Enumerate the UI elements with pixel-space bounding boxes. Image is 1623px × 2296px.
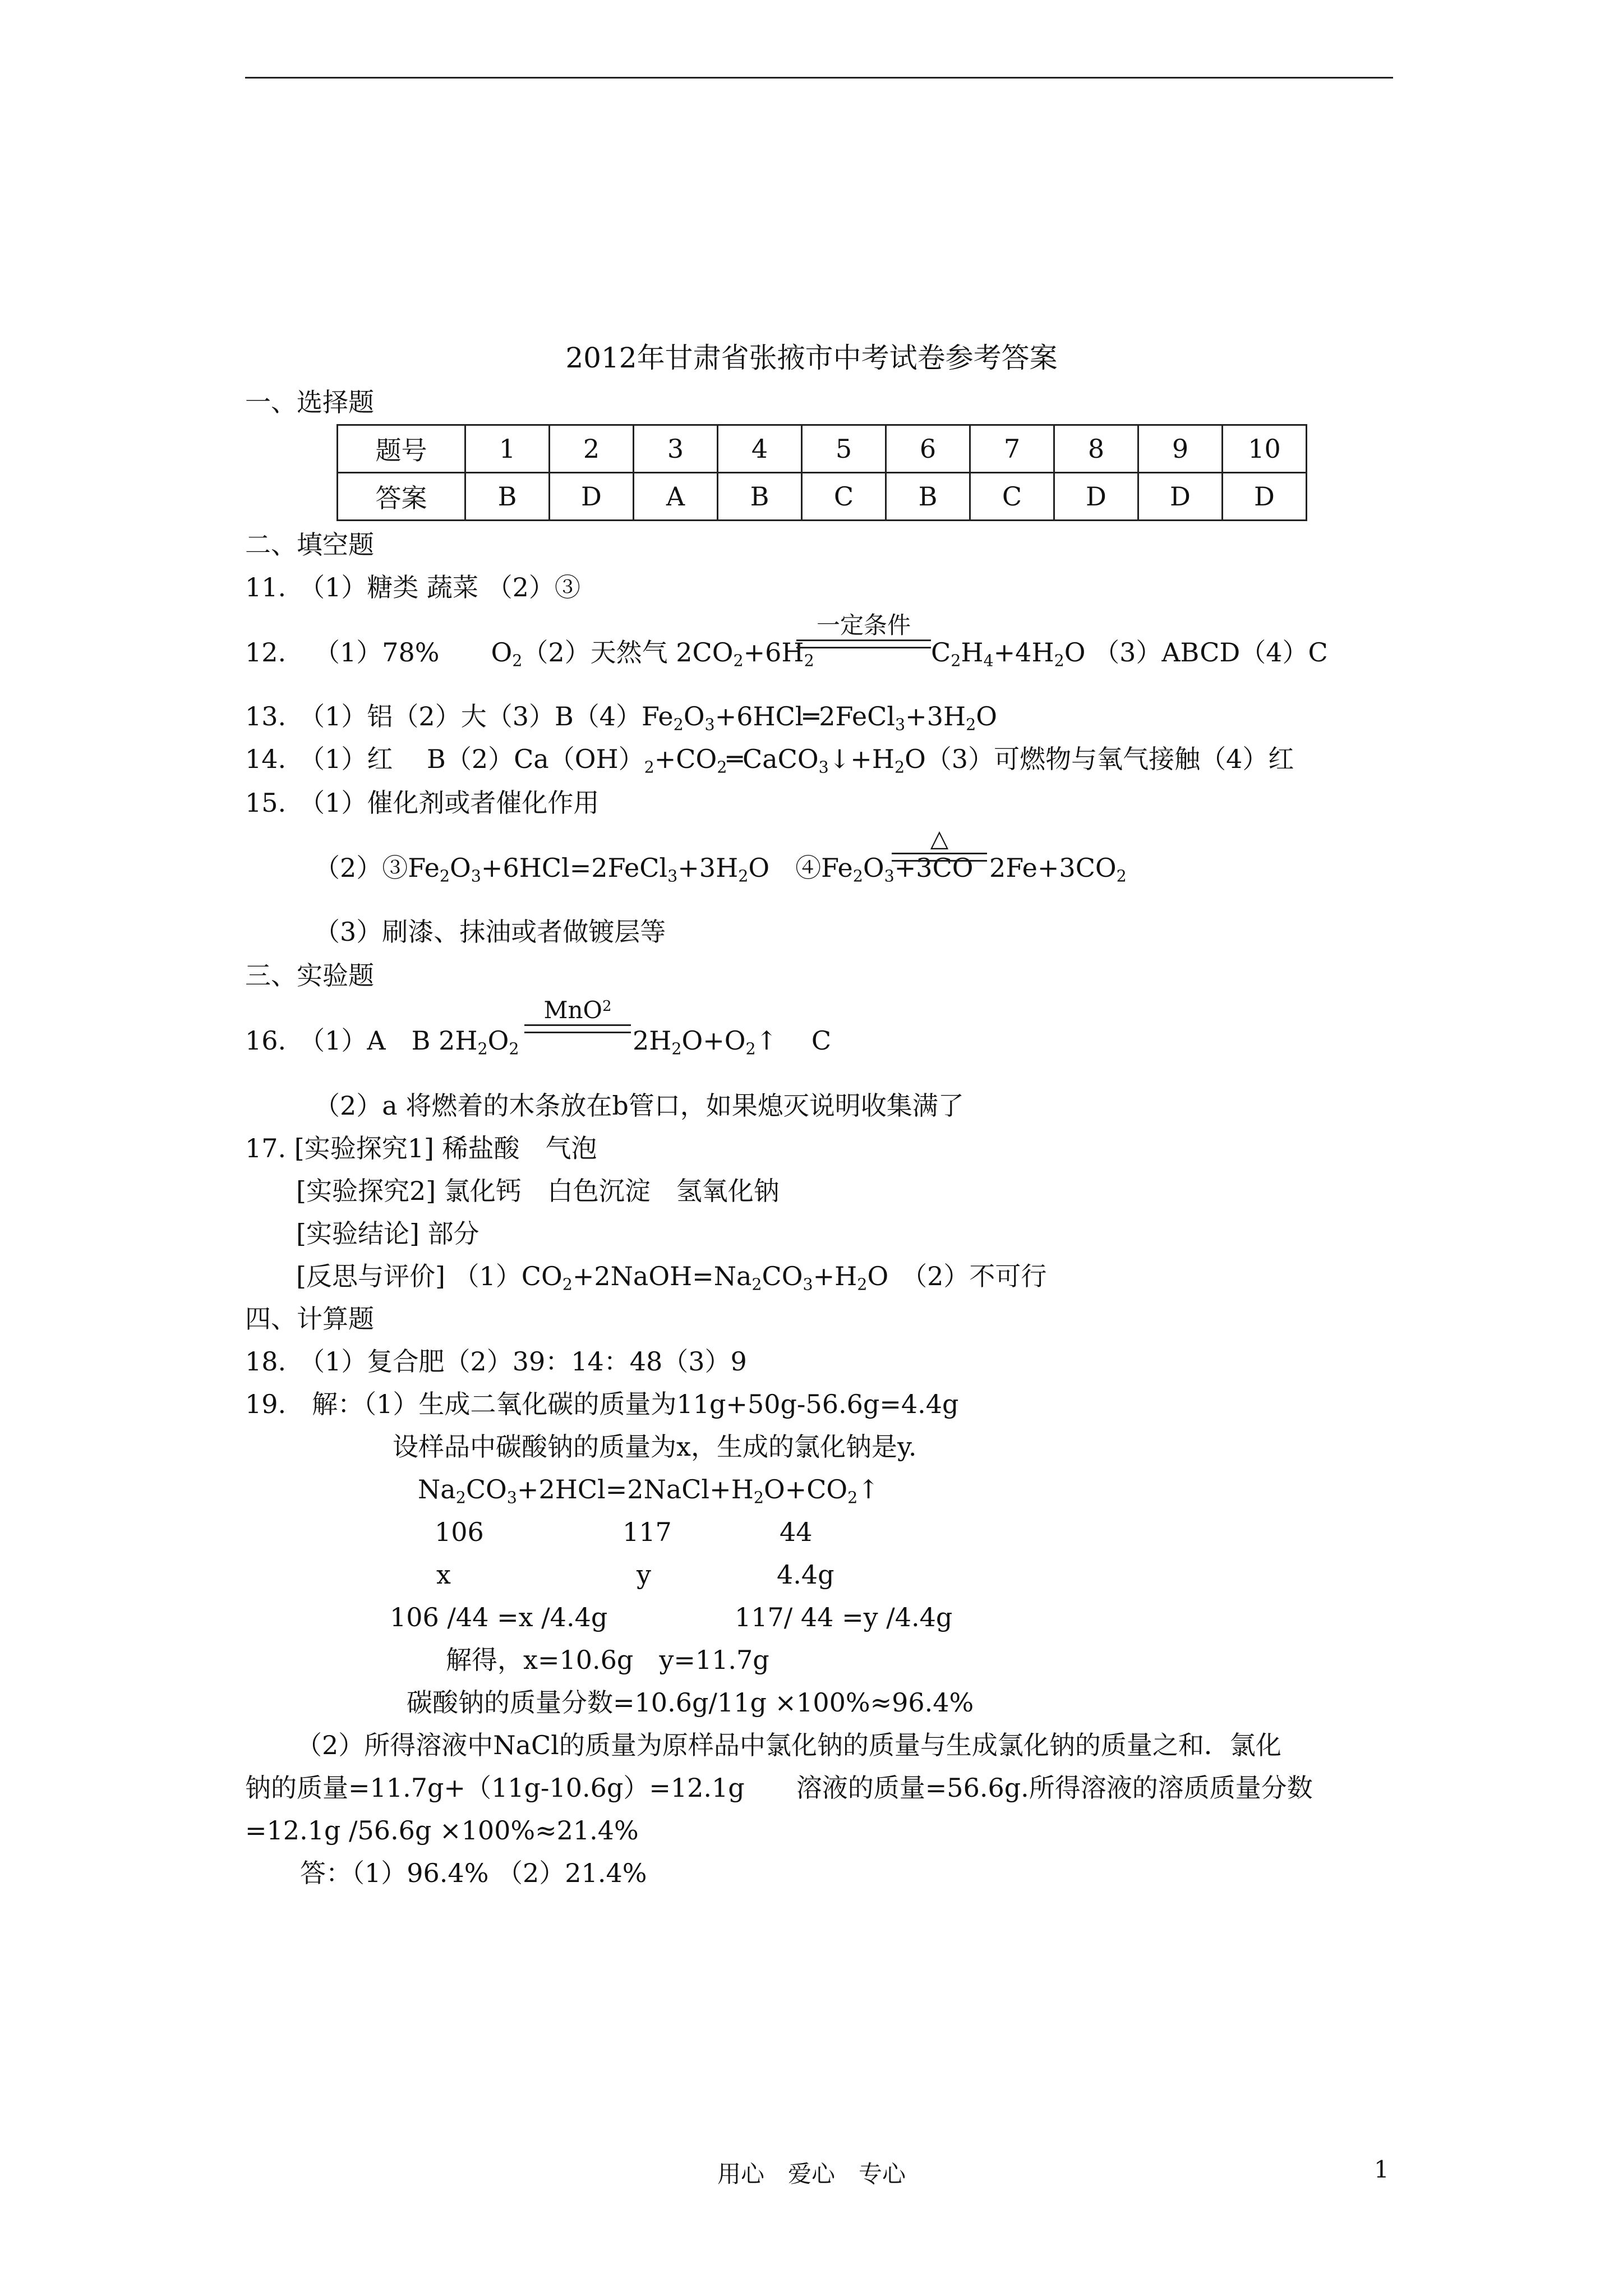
answer-cell: A [634, 473, 718, 521]
reaction-condition-15 [892, 825, 987, 862]
answer-19-equation: $Na_2CO_3+2HCl=2NaCl+H_2O+CO_2↑$ [418, 1474, 879, 1507]
final-answer: 答：（1）96.4% （2）21.4% [300, 1858, 647, 1888]
answer-17-line2: [实验探究2] 氯化钙 白色沉淀 氢氧化钠 [296, 1176, 780, 1206]
answer-17-line4: [反思与评价] $(1)CO_2+2NaOH=Na_2CO_3+H_2O$ （2）不可行 [296, 1261, 1047, 1294]
answer-12-number: 12. [245, 637, 287, 668]
answer-cell: B [718, 473, 802, 521]
molar-mass-3: 44 [780, 1517, 813, 1547]
answer-16-line2: （2）a 将燃着的木条放在b管口，如果熄灭说明收集满了 [314, 1091, 964, 1121]
answer-12-part2: $C_2H_4+4H_2O$ （3）ABCD（4）C [931, 637, 1328, 670]
answer-19-paragraph-3: =12.1g /56.6g ×100%≈21.4% [245, 1815, 639, 1846]
molar-mass-2: 117 [623, 1517, 672, 1547]
table-row [338, 425, 1307, 473]
heat-triangle-icon: △ [930, 825, 949, 852]
answer-cell: D [550, 473, 634, 521]
equals-sign [524, 1024, 631, 1033]
question-number-cell: 8 [1054, 425, 1138, 473]
answer-15-line2: $(2)③Fe_2O_3+6HCl=2FeCl_3+3H_2O$ $④Fe_2O_3+3CO$ [314, 853, 974, 886]
question-number-cell: 9 [1138, 425, 1223, 473]
answer-16-line1: 16. （1）A B $2H_2O_2$ [245, 1025, 519, 1059]
section-fill-heading: 二、填空题 [245, 530, 374, 560]
question-number-cell: 1 [465, 425, 550, 473]
equals-sign [892, 853, 987, 862]
answer-11: 11. （1）糖类 蔬菜 （2）③ [245, 572, 580, 602]
table-header-cell: 答案 [338, 473, 465, 521]
answer-19-paragraph-2: 钠的质量=11.7g+（11g-10.6g）=12.1g 溶液的质量=56.6g.所得溶液的溶质质量分数 [245, 1773, 1313, 1803]
answer-cell: B [465, 473, 550, 521]
question-number-cell: 5 [802, 425, 886, 473]
question-number-cell: 2 [550, 425, 634, 473]
answer-cell: C [970, 473, 1054, 521]
answer-19-line2: 设样品中碳酸钠的质量为x，生成的氯化钠是y. [393, 1432, 917, 1462]
answer-14: 14. （1）红 $B(2)Ca(OH)_2+CO_2═CaCO_3↓+H_2O(3)$可燃物与氧气接触（4）红 [245, 744, 1294, 777]
variable-co2: 4.4g [777, 1559, 834, 1590]
answer-cell: D [1054, 473, 1138, 521]
reaction-condition-16 [524, 996, 631, 1033]
section-choice-heading: 一、选择题 [245, 387, 374, 417]
answer-13: 13. （1）铝（2）大$(3)B(4)Fe_2O_3+6HCl═2FeCl_3+3H_2O$ [245, 701, 997, 734]
section-experiment-heading: 三、实验题 [245, 960, 374, 991]
ratio-1: 106 /44 =x /4.4g [390, 1602, 608, 1632]
answer-15-line3: （3）刷漆、抹油或者做镀层等 [314, 917, 666, 947]
table-header-cell: 题号 [338, 425, 465, 473]
answer-15-line2-product: $2Fe+3CO_2$ [989, 853, 1127, 886]
header-rule [245, 77, 1393, 79]
ratio-2: 117/ 44 =y /4.4g [735, 1602, 953, 1632]
variable-x: x [436, 1559, 451, 1590]
page-footer: 用心 爱心 专心 [717, 2160, 906, 2188]
section-calculation-heading: 四、计算题 [245, 1304, 374, 1334]
question-number-cell: 7 [970, 425, 1054, 473]
variable-y: y [637, 1559, 651, 1590]
answer-17-line3: [实验结论] 部分 [296, 1218, 479, 1249]
equals-sign [796, 639, 931, 648]
solution-line: 解得，x=10.6g y=11.7g [446, 1645, 769, 1675]
mass-fraction-line: 碳酸钠的质量分数=10.6g/11g ×100%≈96.4% [407, 1687, 974, 1718]
catalyst-label: MnO$^2$ [543, 996, 612, 1024]
answer-cell: C [802, 473, 886, 521]
answer-16-product: $2H_2O+O_2↑$ C [633, 1025, 832, 1059]
answer-19-line1: 19. 解：（1）生成二氧化碳的质量为11g+50g-56.6g=4.4g [245, 1389, 959, 1419]
answer-19-paragraph-1: （2）所得溶液中NaCl的质量为原样品中氯化钠的质量与生成氯化钠的质量之和．氯化 [296, 1730, 1281, 1760]
answer-cell: D [1138, 473, 1223, 521]
question-number-cell: 4 [718, 425, 802, 473]
condition-label: 一定条件 [816, 611, 911, 639]
answer-table [336, 424, 1307, 521]
answer-cell: B [886, 473, 970, 521]
page-title: 2012年甘肃省张掖市中考试卷参考答案 [565, 342, 1058, 374]
answer-12-part1: （1）78% $O_2(2)$天然气 $2CO_2+6H_2$ [314, 637, 814, 670]
answer-17-line1: 17. [实验探究1] 稀盐酸 气泡 [245, 1133, 597, 1163]
reaction-condition-12 [796, 611, 931, 648]
answer-18: 18. （1）复合肥（2）39：14：48（3）9 [245, 1346, 747, 1377]
page-number: 1 [1374, 2156, 1389, 2183]
table-row [338, 473, 1307, 521]
molar-mass-1: 106 [435, 1517, 484, 1547]
question-number-cell: 10 [1223, 425, 1307, 473]
answer-15-line1: 15. （1）催化剂或者催化作用 [245, 788, 600, 818]
question-number-cell: 6 [886, 425, 970, 473]
answer-cell: D [1223, 473, 1307, 521]
question-number-cell: 3 [634, 425, 718, 473]
